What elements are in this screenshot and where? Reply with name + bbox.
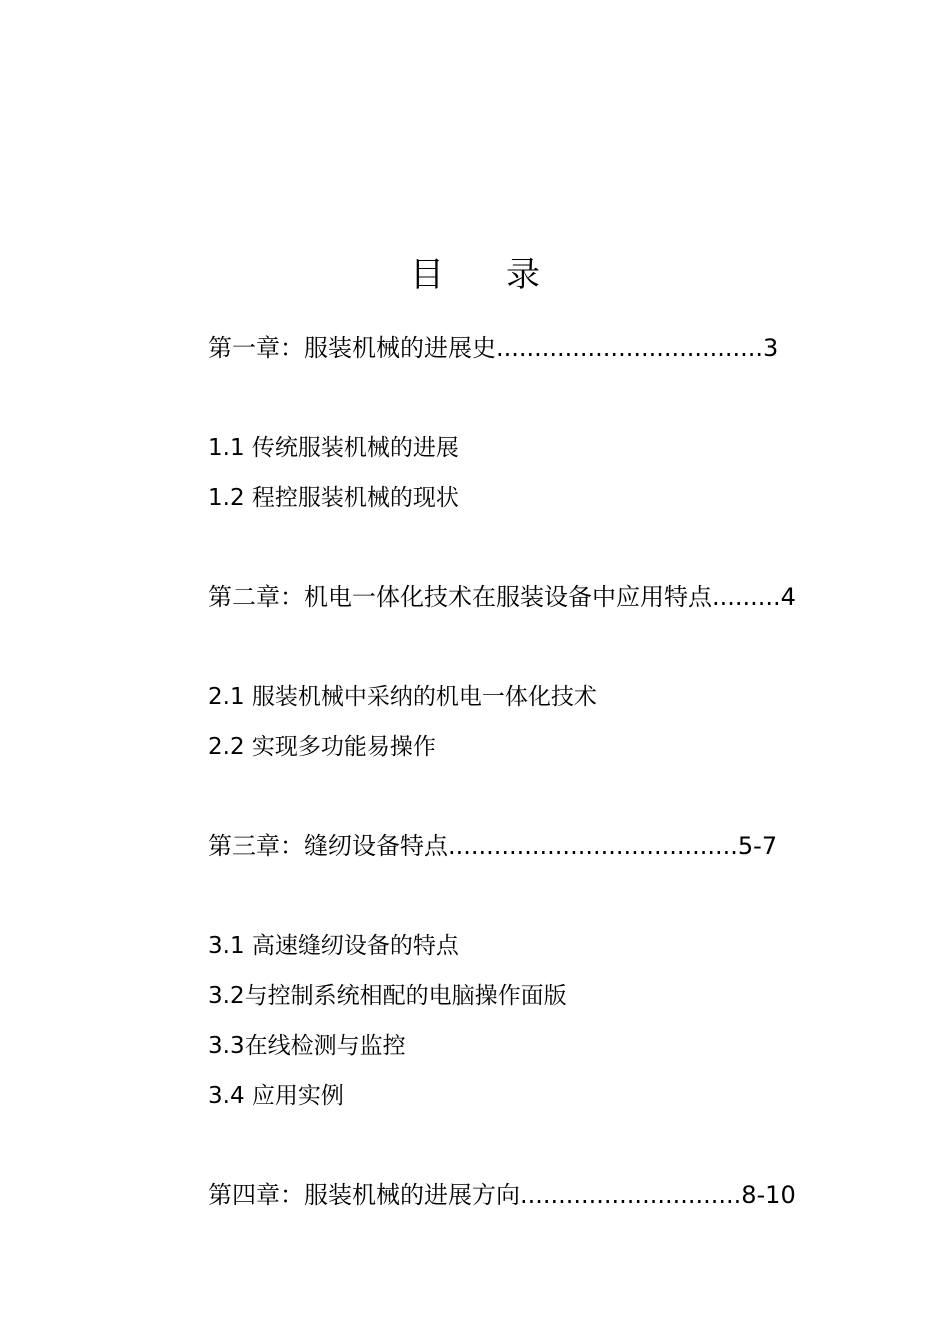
- toc-leader-dots: .............................: [520, 1181, 742, 1209]
- toc-section-1-1[interactable]: [208, 432, 459, 464]
- toc-section-title: 2.2 实现多功能易操作: [208, 734, 436, 760]
- toc-chapter-title: 第二章：机电一体化技术在服装设备中应用特点: [208, 583, 712, 611]
- toc-chapter-title: 第一章：服装机械的进展史: [208, 334, 496, 362]
- toc-page-number: 5-7: [737, 832, 778, 860]
- toc-leader-dots: ...................................: [496, 334, 764, 362]
- toc-chapter-3[interactable]: [208, 830, 777, 862]
- toc-leader-dots: ......................................: [448, 832, 738, 860]
- toc-section-3-3[interactable]: [208, 1030, 406, 1062]
- toc-section-3-2[interactable]: [208, 980, 567, 1012]
- toc-section-3-4[interactable]: [208, 1080, 344, 1112]
- toc-section-title: 3.2与控制系统相配的电脑操作面版: [208, 983, 567, 1009]
- toc-chapter-2[interactable]: [208, 581, 796, 613]
- toc-section-1-2[interactable]: [208, 482, 459, 514]
- toc-section-title: 3.4 应用实例: [208, 1083, 344, 1109]
- toc-title-char-1: 目: [410, 255, 444, 295]
- toc-page-number: 8-10: [741, 1181, 796, 1209]
- toc-section-2-2[interactable]: [208, 731, 436, 763]
- toc-page-number: 4: [780, 583, 796, 611]
- toc-title-char-2: 录: [506, 255, 540, 295]
- toc-section-3-1[interactable]: [208, 930, 459, 962]
- toc-chapter-4[interactable]: [208, 1179, 796, 1211]
- toc-chapter-title: 第四章：服装机械的进展方向: [208, 1181, 520, 1209]
- toc-section-title: 3.1 高速缝纫设备的特点: [208, 933, 459, 959]
- toc-section-title: 3.3在线检测与监控: [208, 1033, 406, 1059]
- toc-title: [0, 252, 950, 298]
- toc-chapter-title: 第三章：缝纫设备特点: [208, 832, 448, 860]
- toc-section-title: 1.1 传统服装机械的进展: [208, 435, 459, 461]
- toc-section-title: 1.2 程控服装机械的现状: [208, 485, 459, 511]
- toc-leader-dots: .........: [712, 583, 781, 611]
- toc-page-number: 3: [763, 334, 779, 362]
- toc-section-title: 2.1 服装机械中采纳的机电一体化技术: [208, 684, 597, 710]
- toc-chapter-1[interactable]: [208, 332, 778, 364]
- toc-section-2-1[interactable]: [208, 681, 597, 713]
